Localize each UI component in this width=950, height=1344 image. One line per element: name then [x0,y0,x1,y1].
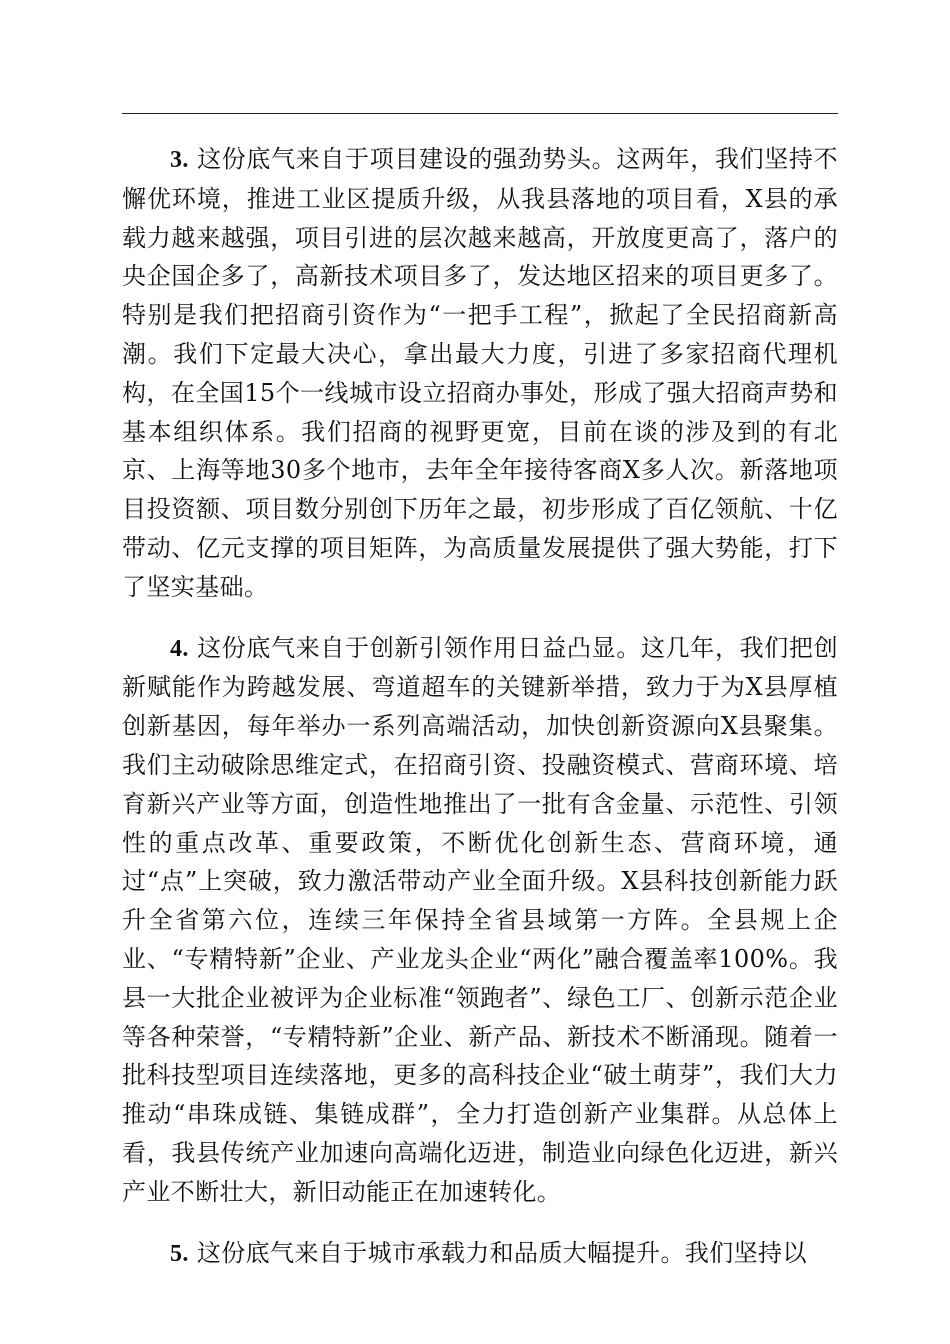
paragraph-number: 3. [170,147,189,173]
paragraph-number: 4. [170,635,189,662]
paragraph-text: 这份底气来自于城市承载力和品质大幅提升。我们坚持以 [188,1238,807,1267]
document-body [122,140,838,1295]
paragraph-5 [122,1234,838,1274]
header-rule [122,113,838,114]
paragraph-number: 5. [170,1240,189,1267]
paragraph-4 [122,629,838,1212]
paragraph-text: 这份底气来自于创新引领作用日益凸显。这几年，我们把创新赋能作为跨越发展、弯道超车的关键新举措，致力于为X县厚植创新基因，每年举办一系列高端活动，加快创新资源向X县聚集。我们主动破除思维定式，在招商引资、投融资模式、营商环境、培育新兴产业等方面，创造性地推出了一批有含金量、示范性、引领性的重点改革、重要政策，不断优化创新生态、营商环境，通过“点”上突破，致力激活带动产业全面升级。X县科技创新能力跃升全省第六位，连续三年保持全省县域第一方阵。全县规上企业、“专精特新”企业、产业龙头企业“两化”融合覆盖率100%。我县一大批企业被评为企业标准“领跑者”、绿色工厂、创新示范企业等各种荣誉，“专精特新”企业、新产品、新技术不断涌现。随着一批科技型项目连续落地，更多的高科技企业“破土萌芽”，我们大力推动“串珠成链、集链成群”，全力打造创新产业集群。从总体上看，我县传统产业加速向高端化迈进，制造业向绿色化迈进，新兴产业不断壮大，新旧动能正在加速转化。 [122,633,838,1206]
paragraph-text: 这份底气来自于项目建设的强劲势头。这两年，我们坚持不懈优环境，推进工业区提质升级，从我县落地的项目看，X县的承载力越来越强，项目引进的层次越来越高，开放度更高了，落户的央企国企多了，高新技术项目多了，发达地区招来的项目更多了。特别是我们把招商引资作为“一把手工程”，掀起了全民招商新高潮。我们下定最大决心，拿出最大力度，引进了多家招商代理机构，在全国15个一线城市设立招商办事处，形成了强大招商声势和基本组织体系。我们招商的视野更宽，目前在谈的涉及到的有北京、上海等地30多个地市，去年全年接待客商X多人次。新落地项目投资额、项目数分别创下历年之最，初步形成了百亿领航、十亿带动、亿元支撑的项目矩阵，为高质量发展提供了强大势能，打下了坚实基础。 [122,145,838,601]
paragraph-3 [122,140,838,607]
